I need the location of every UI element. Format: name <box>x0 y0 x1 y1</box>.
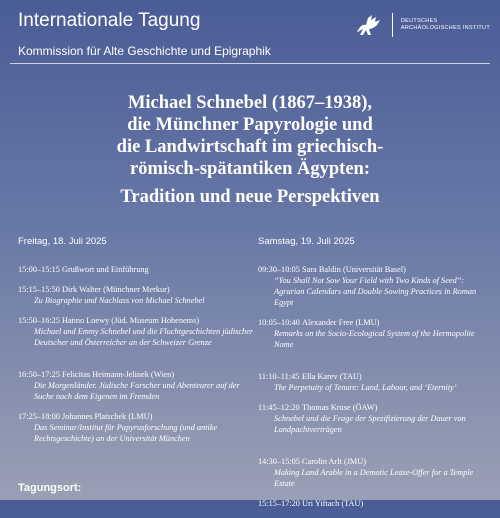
item-time: 09:30–10:05 <box>258 265 300 274</box>
item-time: 11:45–12:20 <box>258 403 300 412</box>
item-time: 15:00–15:15 <box>18 265 60 274</box>
item-time: 10:05–10:40 <box>258 318 300 327</box>
item-title: “You Shall Not Sow Your Field with Two Kinds of Seed”: Agrarian Calendars and Double Sowing Practices in Roman Egypt <box>274 276 477 307</box>
header-divider <box>10 63 490 64</box>
program-item <box>18 315 256 348</box>
item-speaker: Dirk Walter (Münchner Merkur) <box>62 285 170 294</box>
break-spacer <box>258 444 490 456</box>
item-title: Remarks on the Socio-Ecological System of the Hermopolite Nome <box>274 329 475 349</box>
item-title: Die Morgenländer. Jüdische Forscher und Abenteurer auf der Suche nach dem Eigenen im Fremden <box>34 381 240 401</box>
friday-program <box>18 236 256 453</box>
item-speaker: Johannes Platschek (LMU) <box>62 412 153 421</box>
item-speaker: Grußwort und Einführung <box>62 265 149 274</box>
item-title: Michael und Emmy Schnebel und die Fluchtgeschichten jüdischer Deutscher und Österreicher an der Schweizer Grenze <box>34 327 254 347</box>
headline-subline: Tradition und neue Perspektiven <box>120 187 380 207</box>
conference-title: Internationale Tagung <box>18 10 201 31</box>
program-item <box>18 264 256 275</box>
item-time: 17:25–18:00 <box>18 412 60 421</box>
logo-line-1: DEUTSCHES <box>400 18 438 24</box>
griffin-logo-icon <box>354 12 384 38</box>
item-time: 11:10–11:45 <box>258 372 300 381</box>
logo-separator <box>392 13 393 37</box>
program-item <box>18 284 256 306</box>
program-item <box>258 456 490 489</box>
headline-line: Michael Schnebel (1867–1938), <box>127 93 373 113</box>
item-title: Zu Biographie und Nachlass von Michael Schnebel <box>34 296 205 305</box>
day-heading-saturday: Samstag, 19. Juli 2025 <box>258 236 355 247</box>
program-item <box>258 317 490 350</box>
item-time: 14:30–15:05 <box>258 457 300 466</box>
item-speaker: Alexander Free (LMU) <box>302 318 380 327</box>
item-time: 16:50–17:25 <box>18 370 60 379</box>
program-item <box>258 498 490 509</box>
item-speaker: Hanno Loewy (Jüd. Museum Hohenems) <box>62 316 200 325</box>
item-speaker: Thomas Kruse (ÖAW) <box>302 403 378 412</box>
program-item <box>18 411 256 444</box>
program-item <box>258 402 490 435</box>
item-time: 15:15–15:50 <box>18 285 60 294</box>
logo-text <box>401 18 490 32</box>
headline-line: die Münchner Papyrologie und <box>127 115 373 135</box>
conference-subtitle: Kommission für Alte Geschichte und Epigraphik <box>18 44 271 58</box>
item-speaker: Ella Karev (TAU) <box>302 372 362 381</box>
item-title: Making Land Arable in a Demotic Lease-Offer for a Temple Estate <box>274 468 474 488</box>
program-item <box>18 369 256 402</box>
item-time: 15:15–17:20 <box>258 499 300 508</box>
item-speaker: Uri Yiftach (TAU) <box>302 499 364 508</box>
break-spacer <box>18 357 256 369</box>
item-speaker: Sara Baldin (Universität Basel) <box>302 265 406 274</box>
venue-label: Tagungsort: <box>18 482 82 494</box>
headline-line: die Landwirtschaft im griechisch- <box>116 137 384 157</box>
item-speaker: Carolin Arlt (JMU) <box>302 457 367 466</box>
item-title: The Perpetuity of Tenure: Land, Labour, and ‘Eternity’ <box>274 383 457 392</box>
item-speaker: Felicitas Heimann-Jelinek (Wien) <box>62 370 175 379</box>
item-time: 15:50–16:25 <box>18 316 60 325</box>
day-heading-friday: Freitag, 18. Juli 2025 <box>18 236 107 247</box>
break-spacer <box>258 359 490 371</box>
item-title: Das Seminar/Institut für Papyrusforschung (und antike Rechtsgeschichte) an der Universität München <box>34 423 218 443</box>
item-title: Schnebel und die Frage der Spezifizierung der Dauer von Landpachtverträgen <box>274 414 466 434</box>
dai-logo[interactable] <box>354 12 490 38</box>
headline <box>0 92 500 208</box>
program-item <box>258 264 490 308</box>
saturday-program <box>258 236 490 518</box>
program-item <box>258 371 490 393</box>
headline-line: römisch-spätantiken Ägypten: <box>130 159 370 179</box>
logo-line-2: ARCHÄOLOGISCHES INSTITUT <box>400 25 490 31</box>
